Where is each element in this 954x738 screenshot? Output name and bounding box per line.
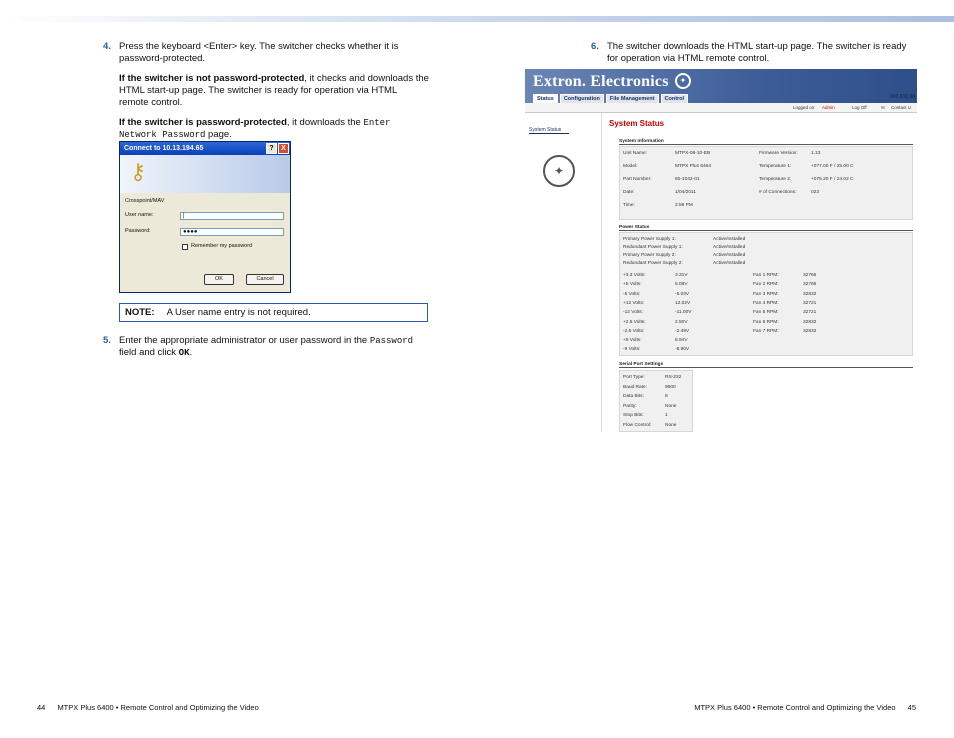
dialog-titlebar (120, 142, 290, 155)
kv-value: 3.31V (675, 273, 688, 278)
remember-checkbox[interactable] (182, 244, 188, 250)
note-box (119, 303, 428, 322)
right-footer-title: MTPX Plus 6400 • Remote Control and Optimizing the Video (694, 703, 896, 712)
step-6-text: The switcher downloads the HTML start-up page. The switcher is ready for operation via HTML remote control. (607, 41, 907, 64)
kv-label: Unit Name: (623, 151, 647, 156)
kv-label: -12 Volts: (623, 310, 643, 316)
serial-port-heading: Serial Port Settings (619, 362, 913, 368)
kv-value: -2.49V (675, 328, 690, 334)
protected-paragraph (119, 117, 429, 141)
extron-logo-icon: ✦ (675, 73, 691, 89)
protected-mono: Enter Network Password (119, 118, 391, 140)
footer-right (694, 703, 916, 712)
kv-value: 1 (665, 413, 668, 418)
kv-label: Firmware Version: (759, 151, 798, 156)
extron-emblem-icon: ✦ (543, 155, 575, 187)
protected-text-1: , it downloads the (286, 117, 364, 128)
kv-label: Date: (623, 190, 635, 195)
left-column (103, 41, 429, 149)
kv-value: Active/Installed (713, 261, 746, 266)
step-5-ok: OK (178, 348, 190, 358)
step-5-mono: Password (369, 336, 414, 346)
sidebar (525, 113, 602, 432)
footer-left (37, 703, 259, 712)
keys-icon: ⚷ (130, 159, 147, 184)
tab-control[interactable]: Control (661, 94, 689, 104)
kv-label: Fan 3 RPM: (753, 291, 779, 297)
kv-label: Data Bits: (623, 394, 644, 399)
kv-value: 8 (665, 394, 668, 399)
step-5-text-1: Enter the appropriate administrator or user password in the (119, 335, 370, 346)
kv-value: Active/Installed (713, 253, 746, 258)
not-protected-paragraph (119, 73, 429, 109)
kv-label: -5 Volts: (623, 291, 641, 297)
kv-label: # of Connections: (759, 190, 797, 195)
kv-value: 32832 (803, 328, 817, 334)
dialog-realm: Crosspoint/MAV (125, 198, 165, 204)
kv-label: +2.5 Volts: (623, 319, 646, 325)
tab-file-management[interactable]: File Management (606, 94, 659, 104)
dialog-banner (120, 155, 290, 193)
kv-label: -9 Volts: (623, 347, 641, 353)
kv-label: Redundant Power Supply 1: (623, 245, 683, 250)
step-5-text-3: . (189, 347, 193, 358)
power-status-heading: Power Status (619, 225, 913, 231)
system-info-panel (619, 146, 913, 220)
kv-label: Stop Bits: (623, 413, 644, 418)
not-protected-bold: If the switcher is not password-protected (119, 73, 305, 84)
kv-value: 32832 (803, 291, 817, 297)
protected-bold: If the switcher is password-protected (119, 117, 287, 128)
step-5-text-2: field and click (119, 347, 179, 358)
kv-label: Fan 5 RPM: (753, 310, 779, 316)
kv-value: 32765 (803, 273, 817, 278)
kv-label: Part Number: (623, 177, 652, 182)
dialog-title: Connect to 10.13.194.65 (124, 145, 204, 152)
not-protected-text: , it checks and downloads the HTML start-up page. The switcher is ready for operation via HTML remote control. (119, 73, 429, 108)
logged-on-label: Logged on: (793, 105, 816, 110)
protected-text-2: page. (205, 129, 232, 140)
kv-value: None (665, 403, 677, 409)
kv-label: Fan 6 RPM: (753, 319, 779, 325)
kv-value: 12.02V (675, 300, 691, 306)
kv-label: +12 Volts: (623, 300, 645, 306)
step-4 (103, 41, 429, 65)
step-4-text: Press the keyboard <Enter> key. The switcher checks whether it is password-protected. (119, 41, 399, 64)
kv-label: Fan 2 RPM: (753, 282, 779, 288)
kv-value: MTPX Plus 6464 (675, 164, 711, 169)
kv-label: Port Type: (623, 375, 645, 380)
kv-value: 60-1042-01 (675, 177, 700, 182)
log-off-link[interactable]: Log Off (852, 105, 867, 110)
password-dialog (119, 141, 291, 293)
kv-value: 9600 (665, 384, 676, 390)
step-number: 5. (103, 335, 111, 346)
kv-value: Active/Installed (713, 245, 746, 250)
kv-value: RS-232 (665, 375, 682, 380)
kv-value: 2.50V (675, 319, 688, 325)
phone-number: 800.633.98 (889, 94, 915, 100)
right-page-number: 45 (907, 703, 916, 712)
kv-value: 5.08V (675, 282, 688, 288)
admin-label: Admin (822, 105, 835, 110)
password-label: Password: (125, 228, 151, 234)
sidebar-item-system-status[interactable]: System Status (529, 127, 569, 134)
kv-label: Fan 7 RPM: (753, 328, 779, 334)
kv-value: 1.13 (811, 151, 821, 156)
mail-icon: ✉ (881, 105, 885, 110)
help-button[interactable]: ? (266, 143, 277, 154)
main-content (607, 113, 913, 432)
step-5 (103, 335, 429, 367)
ok-button[interactable]: OK (204, 274, 234, 285)
kv-label: +9 Volts: (623, 338, 642, 344)
web-page-screenshot (525, 69, 917, 432)
step-number: 6. (591, 41, 599, 52)
note-label: NOTE: (125, 307, 155, 318)
remember-label: Remember my password (191, 243, 253, 249)
brand-logo: Extron. Electronics (533, 73, 669, 90)
kv-value: 32832 (803, 319, 817, 325)
kv-label: Temperature 2: (759, 177, 792, 182)
kv-value: -5.03V (675, 291, 690, 297)
kv-label: Primary Power Supply 2: (623, 253, 676, 258)
kv-label: Baud Rate: (623, 384, 648, 390)
kv-value: +077.00 F / 25.00 C (811, 164, 854, 169)
kv-value: 32721 (803, 310, 817, 316)
cancel-button[interactable]: Cancel (246, 274, 284, 285)
browser-header (525, 69, 917, 103)
kv-label: Model: (623, 164, 638, 169)
note-text: A User name entry is not required. (166, 307, 311, 318)
user-name-input[interactable]: | (180, 212, 284, 220)
kv-value: None (665, 422, 677, 428)
tab-configuration[interactable]: Configuration (560, 94, 604, 104)
tab-status[interactable]: Status (533, 94, 558, 104)
kv-label: Flow Control: (623, 422, 652, 428)
header-gradient-bar (0, 16, 954, 22)
kv-value: 32721 (803, 300, 817, 306)
page-title: System Status (609, 119, 665, 128)
step-number: 4. (103, 41, 111, 52)
kv-value: -11.00V (675, 310, 692, 316)
close-button[interactable]: X (278, 143, 289, 154)
kv-label: +3.3 Volts: (623, 273, 646, 278)
kv-value: Active/Installed (713, 237, 746, 242)
kv-label: -2.5 Volts: (623, 328, 645, 334)
kv-value: 1/04/2011 (675, 190, 696, 195)
kv-label: Parity: (623, 403, 637, 409)
left-page-number: 44 (37, 703, 46, 712)
kv-value: 8.94V (675, 338, 688, 344)
kv-label: Redundant Power Supply 2: (623, 261, 683, 266)
user-name-label: User name: (125, 212, 154, 218)
contact-link[interactable]: Contact U (891, 105, 912, 110)
kv-label: Time: (623, 203, 635, 208)
system-info-heading: System Information (619, 139, 913, 145)
kv-value: MTPX-06-10-EB (675, 151, 711, 156)
kv-label: +5 Volts: (623, 282, 642, 288)
kv-value: 023 (811, 190, 820, 195)
kv-label: Fan 1 RPM: (753, 273, 779, 278)
kv-label: Fan 4 RPM: (753, 300, 779, 306)
password-input[interactable]: ●●●● (180, 228, 284, 236)
kv-value: 2:59 PM (675, 203, 693, 208)
kv-label: Temperature 1: (759, 164, 792, 169)
left-footer-title: MTPX Plus 6400 • Remote Control and Optimizing the Video (57, 703, 259, 712)
kv-value: 32765 (803, 282, 817, 288)
kv-value: +075.20 F / 24.02 C (811, 177, 854, 182)
kv-value: -8.90V (675, 347, 690, 353)
kv-label: Primary Power Supply 1: (623, 237, 676, 242)
